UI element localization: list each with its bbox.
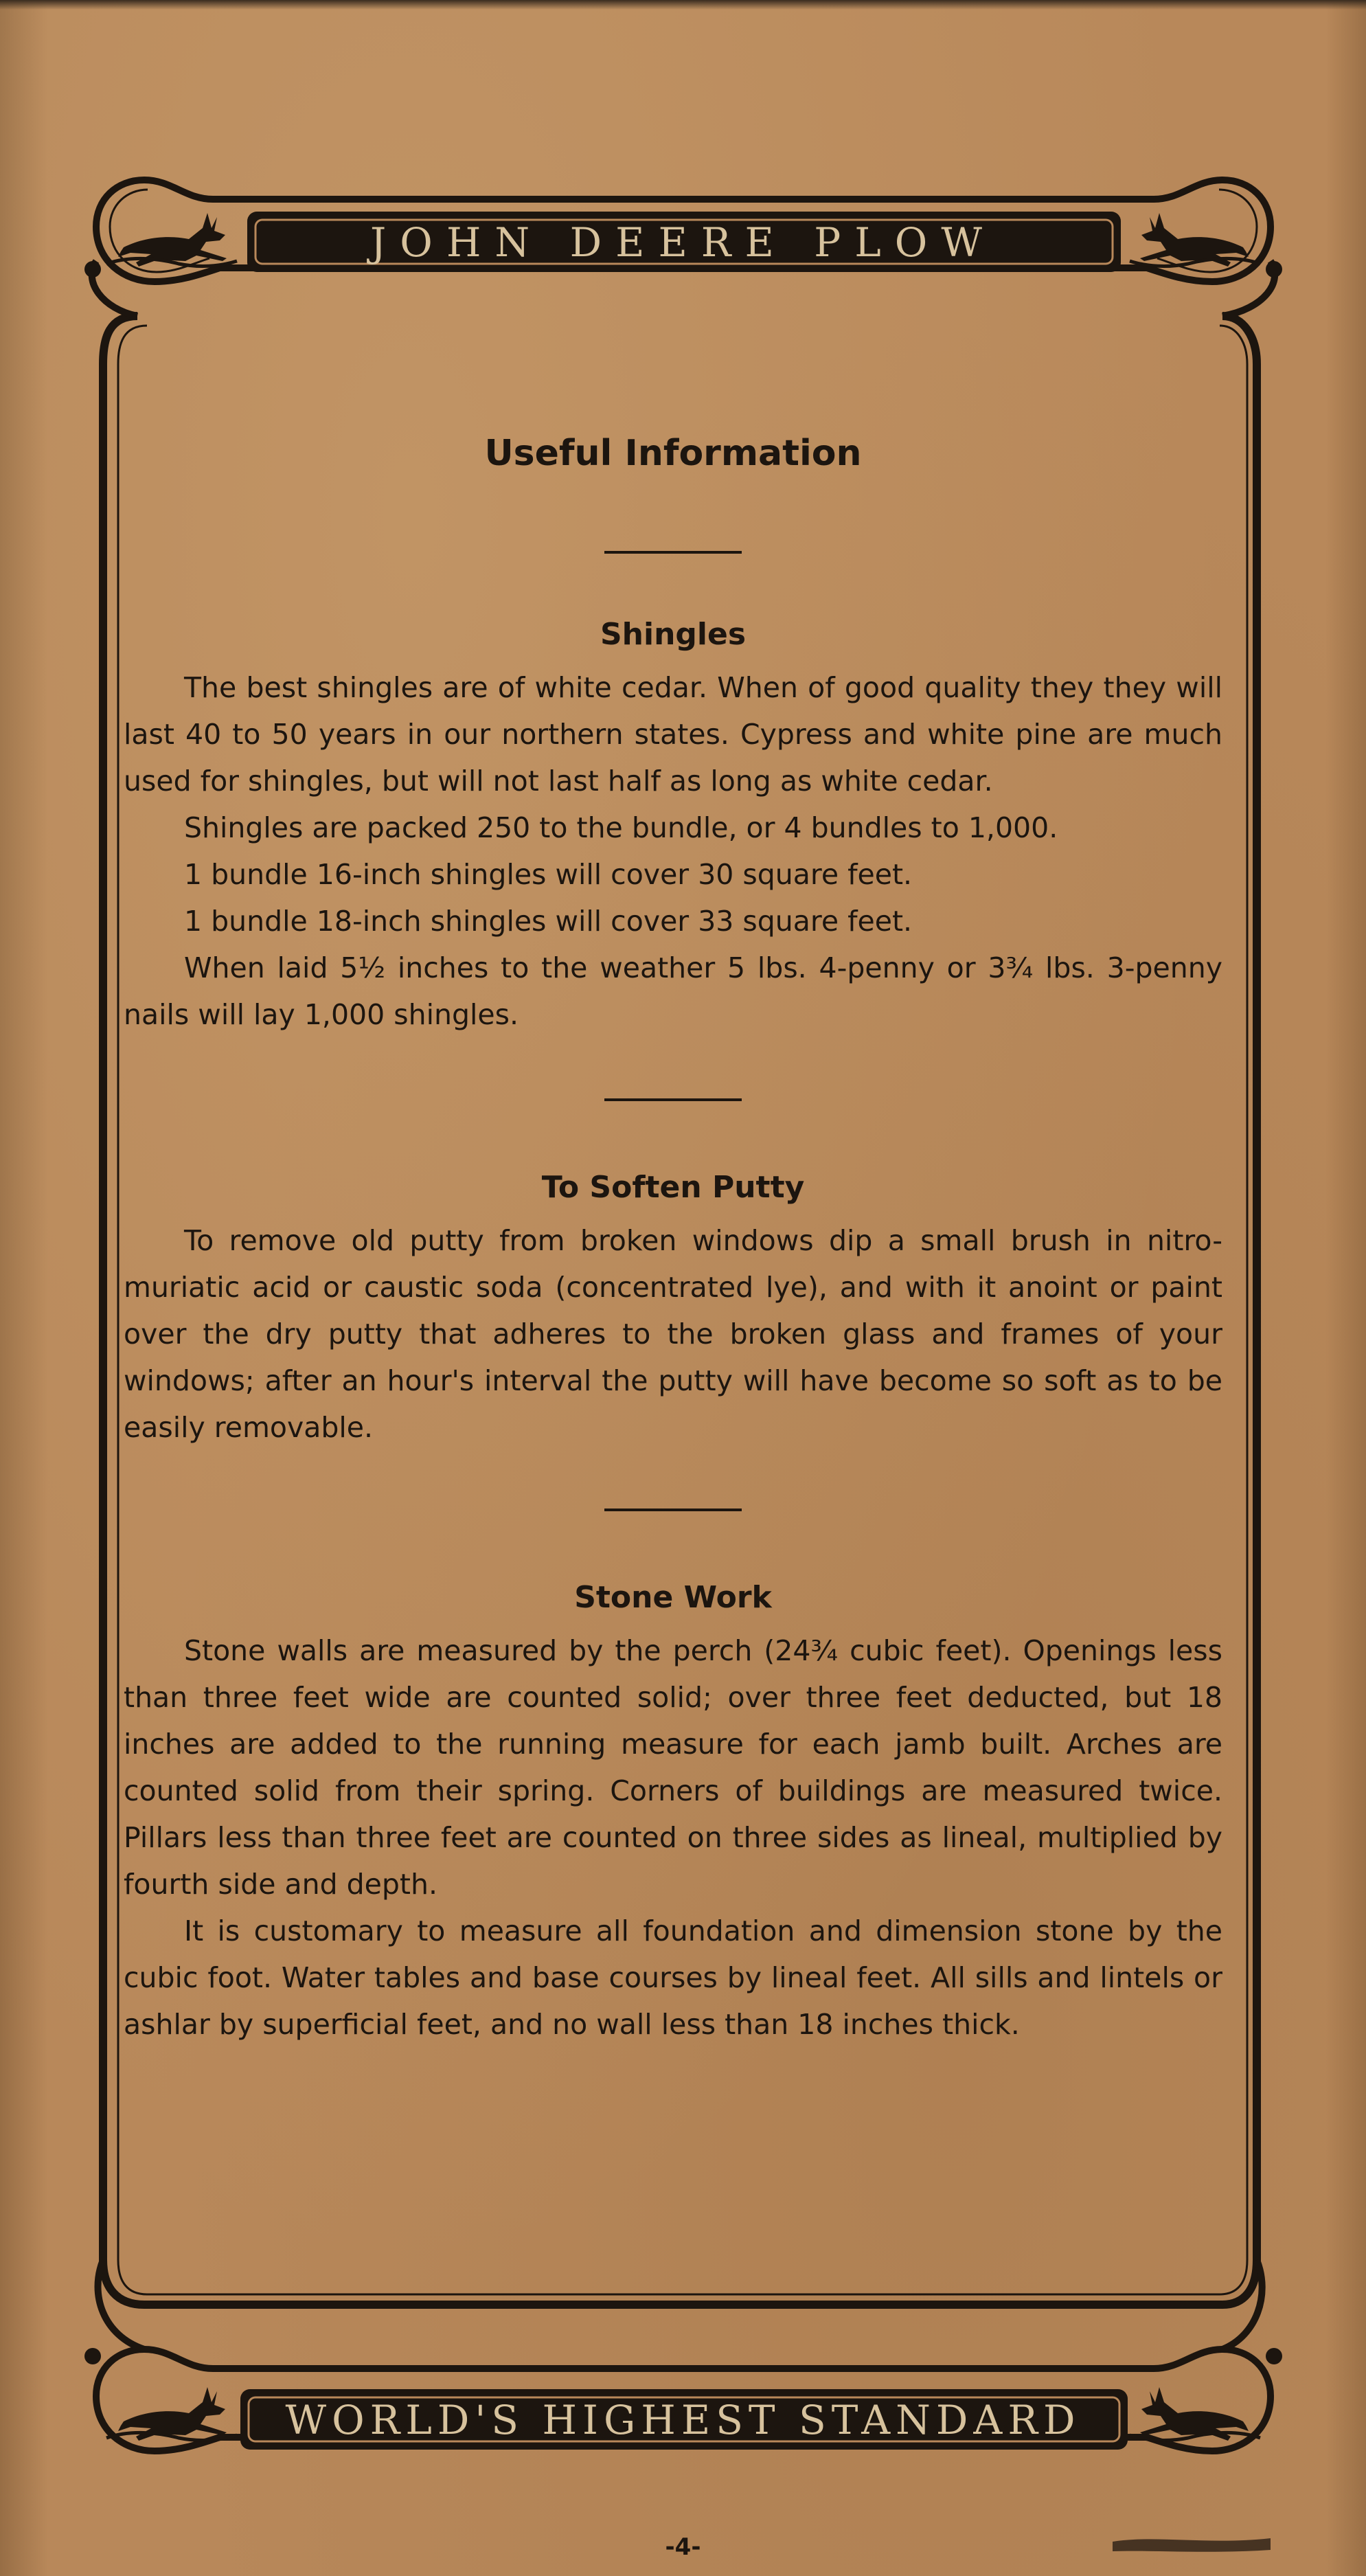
section-heading-stone-work: Stone Work <box>574 1580 772 1615</box>
paragraph: It is customary to measure all foundation and dimension stone by the cubic foot. Water tables and base courses by lineal feet. All sills and lintels or ashlar by superficial feet, and no wall less than 18 inches thick. <box>124 1914 1222 2041</box>
paragraph: The best shingles are of white cedar. When of good quality they they will last 40 to 50 years in our northern states. Cypress and white pine are much used for shingles, but will not last half as long as white cedar. <box>124 671 1222 798</box>
paragraph: When laid 5½ inches to the weather 5 lbs. 4-penny or 3¾ lbs. 3-penny nails will lay 1,000 shingles. <box>124 951 1222 1031</box>
paragraph: To remove old putty from broken windows dip a small brush in nitro-muriatic acid or caustic soda (concentrated lye), and with it anoint or paint over the dry putty that adheres to the broken glass and frames of your windows; after an hour's interval the putty will have become so soft as to be easily removable. <box>124 1224 1222 1444</box>
divider-rule <box>604 1098 742 1101</box>
page-title: Useful Information <box>484 433 862 474</box>
footer-banner-text: WORLD'S HIGHEST STANDARD <box>285 2397 1081 2443</box>
section-heading-putty: To Soften Putty <box>541 1170 805 1205</box>
divider-rule <box>604 1509 742 1511</box>
paragraph: 1 bundle 16-inch shingles will cover 30 square feet. <box>184 858 913 891</box>
paragraph: Stone walls are measured by the perch (24¾ cubic feet). Openings less than three feet wide are counted solid; over three feet deducted, but 18 inches are added to the running measure for each jamb built. Arches are counted solid from their spring. Corners of buildings are measured twice. Pillars less than three feet are counted on three sides as lineal, multiplied by fourth side and depth. <box>124 1634 1222 1901</box>
header-banner-text: JOHN DEERE PLOW <box>370 219 996 266</box>
divider-rule <box>604 551 742 554</box>
footer-banner <box>0 2389 1366 2451</box>
paragraph: 1 bundle 18-inch shingles will cover 33 square feet. <box>184 905 913 938</box>
paragraph: Shingles are packed 250 to the bundle, or 4 bundles to 1,000. <box>184 811 1058 844</box>
section-heading-shingles: Shingles <box>600 617 747 652</box>
page-content <box>124 419 1222 2048</box>
header-banner <box>0 212 1366 273</box>
section-putty <box>124 1217 1222 1451</box>
section-shingles <box>124 664 1222 1038</box>
section-stone-work <box>124 1627 1222 2048</box>
page-number: -4- <box>665 2533 701 2561</box>
